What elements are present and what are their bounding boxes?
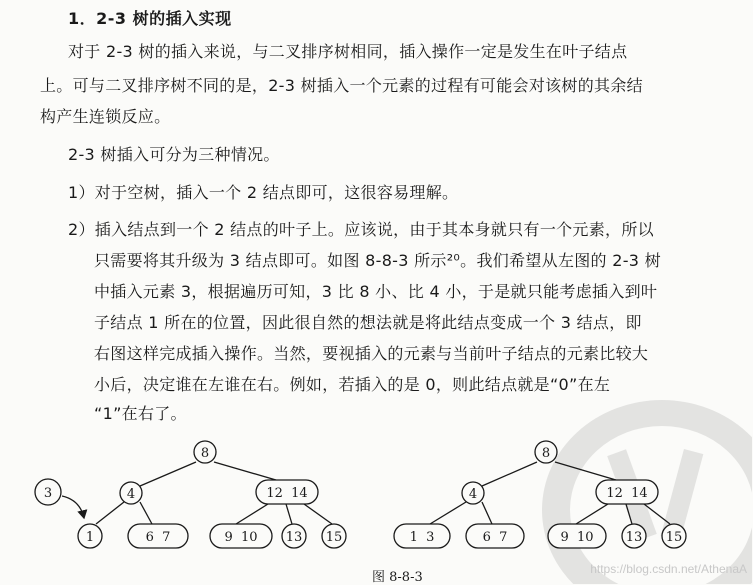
list-item-line: 子结点 1 所在的位置，因此很自然的想法就是将此结点变成一个 3 结点，即 [94,313,642,332]
node-label: 1 3 [409,530,435,545]
list-item: 1）对于空树，插入一个 2 结点即可，这很容易理解。 [68,183,459,202]
section-heading: 1．2-3 树的插入实现 [68,9,232,28]
list-item: 2）插入结点到一个 2 结点的叶子上。应该说，由于其本身就只有一个元素，所以 [68,220,654,239]
node-label: 4 [468,487,478,502]
list-item-line: 小后，决定谁在左谁在右。例如，若插入的是 0，则此结点就是“0”在左 [94,375,611,394]
list-item-line: 右图这样完成插入操作。当然，要视插入的元素与当前叶子结点的元素比较大 [94,344,649,363]
node-label: 9 10 [224,530,258,545]
insert-value-label: 3 [43,486,53,501]
node-label: 13 [625,530,643,545]
node-label: 6 7 [482,530,508,545]
node-label: 15 [665,530,683,545]
paragraph-line: 对于 2-3 树的插入来说，与二叉排序树相同，插入操作一定是发生在叶子结点 [68,42,628,61]
list-item-line: “1”在右了。 [94,404,187,423]
node-label: 12 14 [266,486,308,501]
figure-8-8-3 [0,432,753,566]
node-label: 12 14 [606,486,648,501]
node-label: 8 [541,446,551,461]
node-label: 4 [126,487,136,502]
figure-caption: 图 8-8-3 [372,570,423,585]
node-label: 8 [200,446,210,461]
paragraph-line: 上。可与二叉排序树不同的是，2-3 树插入一个元素的过程有可能会对该树的其余结 [40,76,643,95]
node-label: 9 10 [560,530,594,545]
list-item-line: 中插入元素 3，根据遍历可知，3 比 8 小、比 4 小，于是就只能考虑插入到叶 [94,282,658,301]
source-watermark: https://blog.csdn.net/AthenaA [590,562,747,576]
paragraph-line: 构产生连锁反应。 [40,107,171,126]
node-label: 1 [85,530,95,545]
node-label: 13 [285,530,303,545]
node-label: 15 [325,530,343,545]
paragraph-line: 2-3 树插入可分为三种情况。 [68,145,280,164]
list-item-line: 只需要将其升级为 3 结点即可。如图 8-8-3 所示²⁰。我们希望从左图的 2-3 树 [94,251,661,270]
node-label: 6 7 [145,530,171,545]
